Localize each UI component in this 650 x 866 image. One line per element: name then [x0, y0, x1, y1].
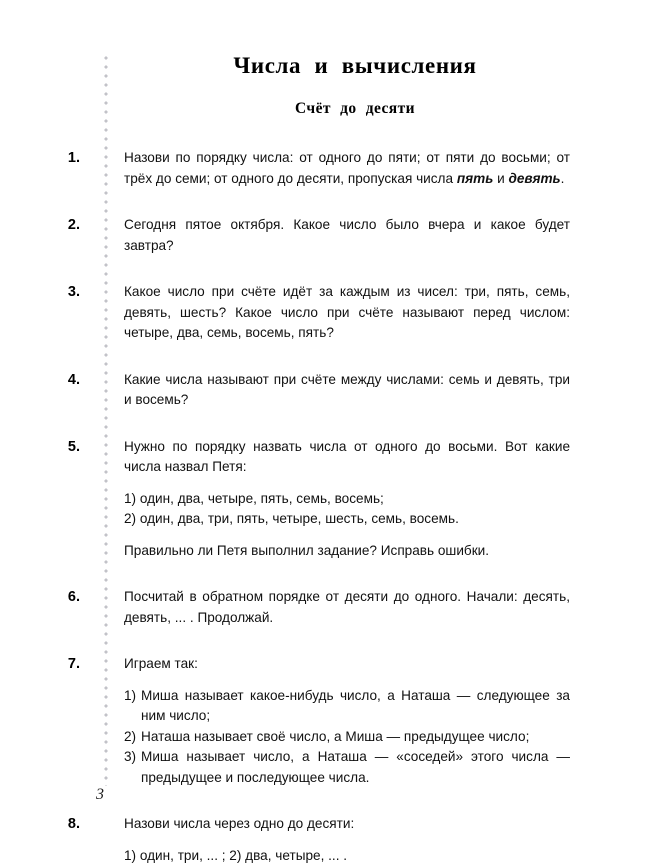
exercise-item-2 [0, 215, 650, 256]
exercise-text-part: Назови по порядку числа: от одного до пяти; от пяти до восьми; от трёх до семи; от одного до десяти, пропуская числа [124, 150, 570, 186]
page-number: 3 [96, 786, 104, 804]
sublist-item [124, 727, 570, 748]
exercise-lead: Играем так: [124, 654, 570, 675]
exercise-sublist [124, 489, 570, 530]
exercise-body [124, 437, 570, 562]
exercise-item-8 [0, 814, 650, 866]
exercise-text-part: . [561, 171, 565, 186]
exercise-body [124, 370, 570, 411]
sublist-item: 2) один, два, три, пять, четыре, шесть, семь, восемь. [124, 509, 570, 530]
sublist-marker: 3) [124, 747, 141, 768]
exercise-item-3 [0, 282, 650, 344]
exercise-item-7 [0, 654, 650, 788]
exercise-number: 8. [0, 814, 80, 835]
sublist-item: 1) один, три, ... ; 2) два, четыре, ... . [124, 846, 570, 866]
exercise-text-part: и [493, 171, 508, 186]
exercise-list [0, 148, 650, 866]
exercise-paragraph [124, 148, 570, 189]
exercise-item-4 [0, 370, 650, 411]
exercise-paragraph: Какое число при счёте идёт за каждым из чисел: три, пять, семь, девять, шесть? Какое число при счёте называют перед числом: четыре, два, семь, восемь, пять? [124, 282, 570, 344]
exercise-body [124, 215, 570, 256]
exercise-body [124, 654, 570, 788]
sublist-marker: 2) [124, 727, 141, 748]
sublist-item [124, 686, 570, 727]
sublist-marker: 1) [124, 686, 141, 707]
exercise-sublist [124, 846, 570, 866]
exercise-tail: Правильно ли Петя выполнил задание? Исправь ошибки. [124, 541, 570, 562]
exercise-item-1 [0, 148, 650, 189]
exercise-body [124, 587, 570, 628]
exercise-body [124, 282, 570, 344]
sublist-item [124, 747, 570, 788]
exercise-lead: Назови числа через одно до десяти: [124, 814, 570, 835]
exercise-paragraph: Какие числа называют при счёте между числами: семь и девять, три и восемь? [124, 370, 570, 411]
sublist-text: Миша называет число, а Наташа — «соседей» этого числа — предыдущее и последующее числа. [141, 749, 570, 785]
exercise-number: 1. [0, 148, 80, 169]
exercise-number: 6. [0, 587, 80, 608]
emphasis-word-nine: девять [508, 171, 560, 186]
exercise-body [124, 814, 570, 866]
exercise-item-6 [0, 587, 650, 628]
page-title: Числа и вычисления [0, 0, 650, 79]
page-subtitle: Счёт до десяти [0, 79, 650, 118]
exercise-number: 5. [0, 437, 80, 458]
exercise-body [124, 148, 570, 189]
exercise-lead: Нужно по порядку назвать числа от одного до восьми. Вот какие числа назвал Петя: [124, 437, 570, 478]
sublist-text: Наташа называет своё число, а Миша — предыдущее число; [141, 729, 529, 744]
exercise-paragraph: Сегодня пятое октября. Какое число было вчера и какое будет завтра? [124, 215, 570, 256]
exercise-number: 2. [0, 215, 80, 236]
exercise-item-5 [0, 437, 650, 562]
sublist-item: 1) один, два, четыре, пять, семь, восемь; [124, 489, 570, 510]
exercise-paragraph: Посчитай в обратном порядке от десяти до одного. Начали: десять, девять, ... . Продолжай. [124, 587, 570, 628]
exercise-sublist [124, 686, 570, 789]
exercise-number: 4. [0, 370, 80, 391]
sublist-text: Миша называет какое-нибудь число, а Наташа — следующее за ним число; [141, 688, 570, 724]
exercise-number: 7. [0, 654, 80, 675]
emphasis-word-five: пять [457, 171, 493, 186]
exercise-number: 3. [0, 282, 80, 303]
